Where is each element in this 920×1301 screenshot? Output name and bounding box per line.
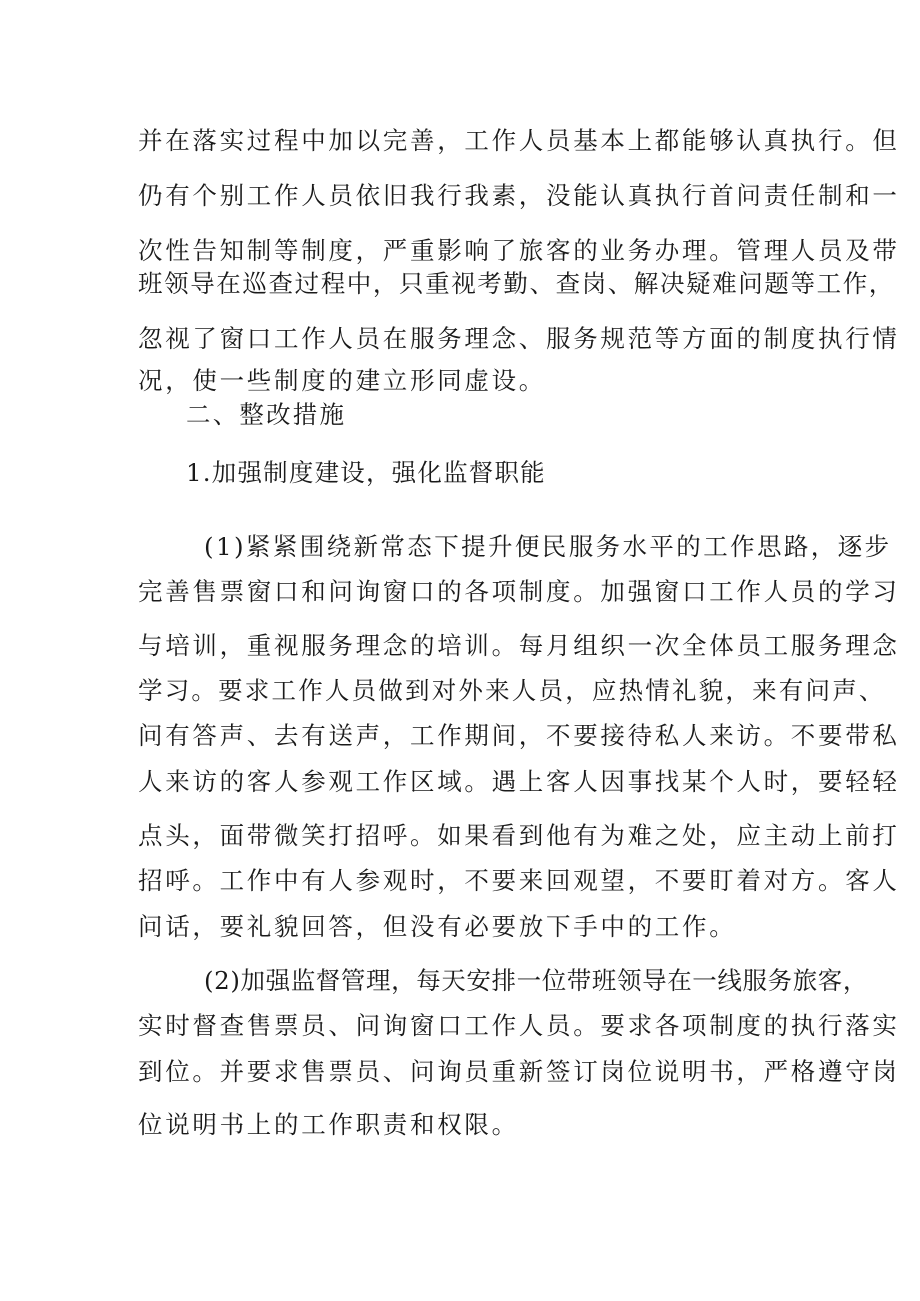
paragraph-line: 仍有个别工作人员依旧我行我素，没能认真执行首问责任制和一	[138, 181, 900, 210]
paragraph-line: 问话，要礼貌回答，但没有必要放下手中的工作。	[138, 912, 737, 941]
paragraph-line: 招呼。工作中有人参观时，不要来回观望，不要盯着对方。客人	[138, 866, 900, 895]
paragraph-line: 人来访的客人参观工作区域。遇上客人因事找某个人时，要轻轻	[138, 767, 900, 796]
paragraph-line: 学习。要求工作人员做到对外来人员，应热情礼貌，来有问声、	[138, 676, 886, 705]
paragraph-line: 实时督查售票员、问询窗口工作人员。要求各项制度的执行落实	[138, 1011, 900, 1040]
paragraph-line: 忽视了窗口工作人员在服务理念、服务规范等方面的制度执行情	[138, 324, 900, 353]
paragraph-line: 况，使一些制度的建立形同虚设。	[138, 366, 546, 395]
subsection-heading: 1.加强制度建设，强化监督职能	[186, 458, 546, 487]
paragraph-line: (2)加强监督管理，每天安排一位带班领导在一线服务旅客，	[204, 966, 869, 995]
paragraph-line: 问有答声、去有送声，工作期间，不要接待私人来访。不要带私	[138, 721, 900, 750]
section-heading: 二、整改措施	[186, 400, 347, 429]
paragraph-line: 完善售票窗口和问询窗口的各项制度。加强窗口工作人员的学习	[138, 577, 900, 606]
paragraph-line: 班领导在巡查过程中，只重视考勤、查岗、解决疑难问题等工作，	[138, 269, 895, 298]
paragraph-line: 位说明书上的工作职责和权限。	[138, 1110, 519, 1139]
paragraph-line: (1)紧紧围绕新常态下提升便民服务水平的工作思路，逐步	[204, 532, 892, 561]
paragraph-line: 到位。并要求售票员、问询员重新签订岗位说明书，严格遵守岗	[138, 1057, 900, 1086]
paragraph-line: 与培训，重视服务理念的培训。每月组织一次全体员工服务理念	[138, 631, 900, 660]
paragraph-line: 并在落实过程中加以完善，工作人员基本上都能够认真执行。但	[138, 126, 900, 155]
paragraph-line: 点头，面带微笑打招呼。如果看到他有为难之处，应主动上前打	[138, 821, 900, 850]
paragraph-line: 次性告知制等制度，严重影响了旅客的业务办理。管理人员及带	[138, 236, 900, 265]
